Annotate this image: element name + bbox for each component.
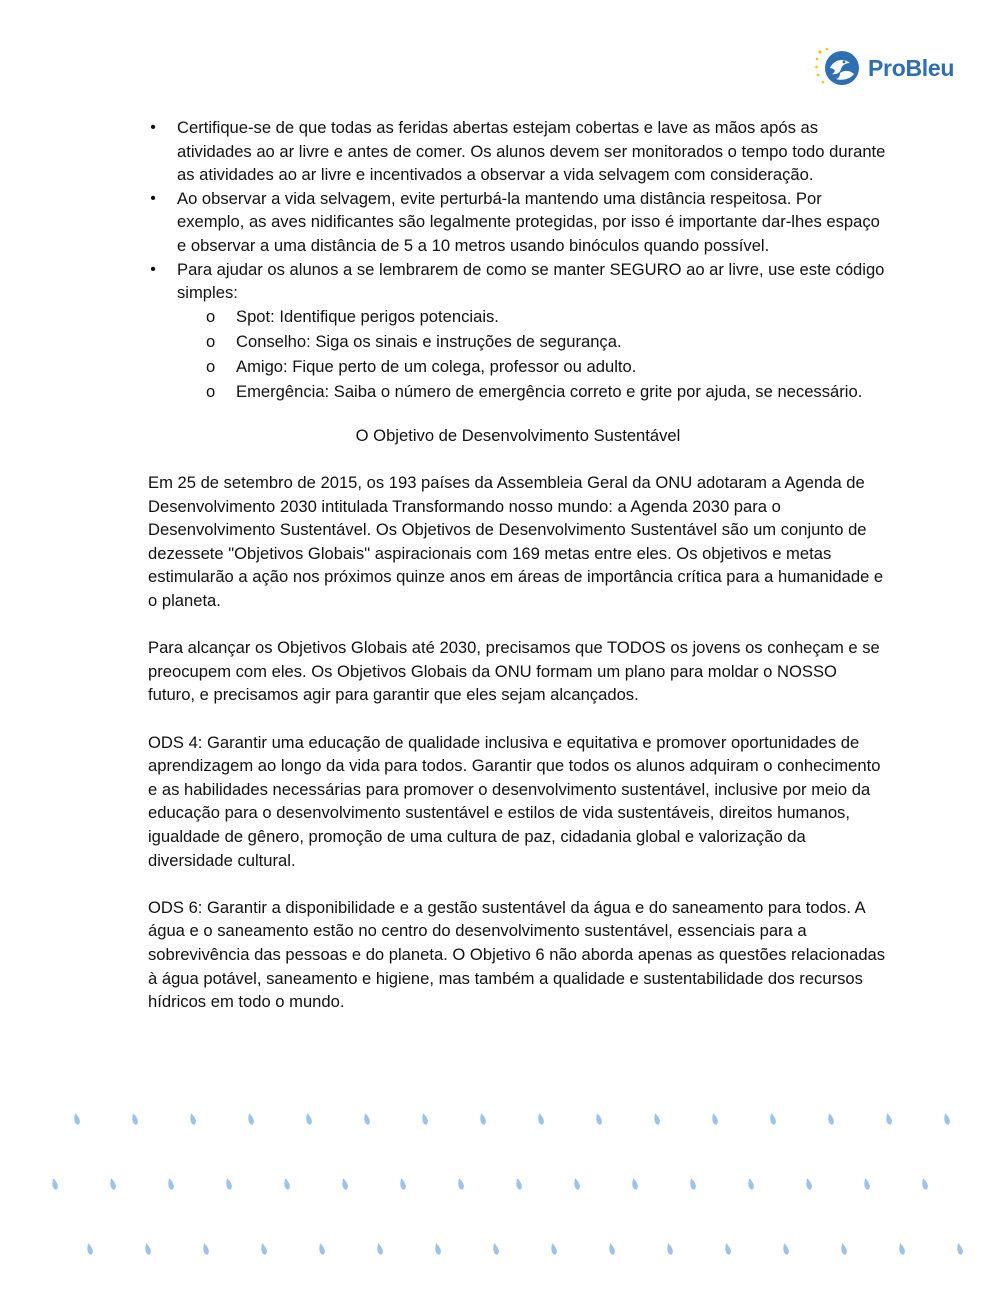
water-droplet-icon [434, 1243, 442, 1256]
water-droplet-icon [840, 1243, 848, 1256]
sub-bullet-list [148, 305, 888, 404]
water-droplet-icon [86, 1243, 94, 1256]
paragraph: ODS 4: Garantir uma educação de qualidade inclusiva e equitativa e promover oportunidades de aprendizagem ao longo da vida para todos. Garantir que todos os alunos adquiram o conhecimento e as habilidades necessárias para promover o desenvolvimento sustentável, inclusive por meio da educação para o desenvolvimento sustentável e estilos de vida sustentáveis, direitos humanos, igualdade de gênero, promoção de uma cultura de paz, cidadania global e valorização da diversidade cultural. [148, 732, 881, 870]
water-droplet-icon [595, 1113, 603, 1126]
sub-list-item-text: Spot: Identifique perigos potenciais. [236, 306, 499, 326]
water-droplet-icon [573, 1178, 581, 1191]
list-item [148, 258, 888, 404]
sub-list-item [206, 355, 888, 379]
water-droplet-icon [943, 1113, 951, 1126]
list-item [148, 187, 888, 258]
water-droplet-icon [479, 1113, 487, 1126]
water-droplet-icon [260, 1243, 268, 1256]
water-droplet-icon [492, 1243, 500, 1256]
paragraph: Em 25 de setembro de 2015, os 193 países da Assembleia Geral da ONU adotaram a Agenda de Desenvolvimento 2030 intitulada Transformando nosso mundo: a Agenda 2030 para o Desenvolvimento Sustentável. Os Objetivos de Desenvolvimento Sustentável são um conjunto de dezessete "Objetivos Globais" aspiracionais com 169 metas entre eles. Os objetivos e metas estimularão a ação nos próximos quinze anos em áreas de importância crítica para a humanidade e o planeta. [148, 473, 884, 611]
sub-list-item [206, 330, 888, 354]
water-droplet-icon [318, 1243, 326, 1256]
sub-list-item [206, 380, 888, 404]
water-droplet-icon [202, 1243, 210, 1256]
sub-list-item-text: Emergência: Saiba o número de emergência correto e grite por ajuda, se necessário. [236, 382, 863, 402]
water-droplet-icon [805, 1178, 813, 1191]
water-droplet-icon [376, 1243, 384, 1256]
list-item [148, 116, 888, 187]
bullet-icon: • [150, 119, 156, 136]
circle-bullet-icon: o [206, 357, 216, 377]
paragraph: Para alcançar os Objetivos Globais até 2030, precisamos que TODOS os jovens os conheçam e se preocupem com eles. Os Objetivos Globais da ONU formam um plano para moldar o NOSSO futuro, e precisamos agir para garantir que eles sejam alcançados. [148, 638, 880, 705]
water-droplet-icon [653, 1113, 661, 1126]
water-droplet-icon [225, 1178, 233, 1191]
water-droplet-icon [863, 1178, 871, 1191]
list-item-text: Certifique-se de que todas as feridas abertas estejam cobertas e lave as mãos após as atividades ao ar livre e antes de comer. Os alunos devem ser monitorados o tempo todo durante as atividades ao ar livre e incentivados a observar a vida selvagem com consideração. [177, 118, 886, 185]
probleu-logo [814, 46, 954, 90]
bullet-icon: • [150, 260, 156, 278]
list-item-text: Para ajudar os alunos a se lembrarem de como se manter SEGURO ao ar livre, use este código simples: [177, 259, 885, 303]
section-title: O Objetivo de Desenvolvimento Sustentável [355, 425, 681, 445]
water-droplet-icon [956, 1243, 964, 1256]
water-droplet-icon [305, 1113, 313, 1126]
water-droplet-icon [167, 1178, 175, 1191]
circle-bullet-icon: o [206, 306, 216, 326]
sub-list-item [206, 305, 888, 329]
probleu-fish-circle-logo-icon [814, 46, 862, 90]
water-droplet-icon [747, 1178, 755, 1191]
water-droplet-icon [550, 1243, 558, 1256]
water-droplet-icon [421, 1113, 429, 1126]
water-droplet-icon [51, 1178, 59, 1191]
water-droplet-icon [769, 1113, 777, 1126]
water-droplet-icon [724, 1243, 732, 1256]
water-droplet-icon [515, 1178, 523, 1191]
droplet-pattern [0, 1100, 1000, 1294]
water-droplet-icon [399, 1178, 407, 1191]
water-droplet-icon [921, 1178, 929, 1191]
water-droplet-icon [247, 1113, 255, 1126]
sub-list-item-text: Amigo: Fique perto de um colega, professor ou adulto. [236, 357, 637, 377]
sub-list-item-text: Conselho: Siga os sinais e instruções de segurança. [236, 331, 622, 351]
water-droplet-icon [131, 1113, 139, 1126]
bullet-icon: • [150, 189, 156, 207]
water-droplet-icon [341, 1178, 349, 1191]
paragraph: ODS 6: Garantir a disponibilidade e a gestão sustentável da água e do saneamento para todos. A água e o saneamento estão no centro do desenvolvimento sustentável, essenciais para a sobrevivência das pessoas e do planeta. O Objetivo 6 não aborda apenas as questões relacionadas à água potável, saneamento e higiene, mas também a qualidade e sustentabilidade dos recursos hídricos em todo o mundo. [148, 897, 886, 1012]
document-body [148, 116, 888, 1014]
water-droplet-icon [608, 1243, 616, 1256]
water-droplet-icon [711, 1113, 719, 1126]
water-droplet-icon [666, 1243, 674, 1256]
circle-bullet-icon: o [206, 331, 216, 351]
logo-text: ProBleu [868, 54, 955, 81]
water-droplet-icon [73, 1113, 81, 1126]
water-droplet-icon [631, 1178, 639, 1191]
water-droplet-icon [363, 1113, 371, 1126]
water-droplet-icon [457, 1178, 465, 1191]
water-droplet-icon [283, 1178, 291, 1191]
water-droplet-icon [689, 1178, 697, 1191]
water-droplet-icon [827, 1113, 835, 1126]
water-droplet-icon [109, 1178, 117, 1191]
list-item-text: Ao observar a vida selvagem, evite perturbá-la mantendo uma distância respeitosa. Por exemplo, as aves nidificantes são legalmente protegidas, por isso é importante dar-lhes espaço e observar a uma distância de 5 a 10 metros usando binóculos quando possível. [177, 188, 880, 255]
water-droplet-icon [898, 1243, 906, 1256]
water-droplet-icon [782, 1243, 790, 1256]
bullet-list [148, 116, 888, 404]
water-droplet-icon [189, 1113, 197, 1126]
water-droplet-icon [537, 1113, 545, 1126]
water-droplet-icon [885, 1113, 893, 1126]
water-droplet-icon [144, 1243, 152, 1256]
circle-bullet-icon: o [206, 382, 216, 402]
